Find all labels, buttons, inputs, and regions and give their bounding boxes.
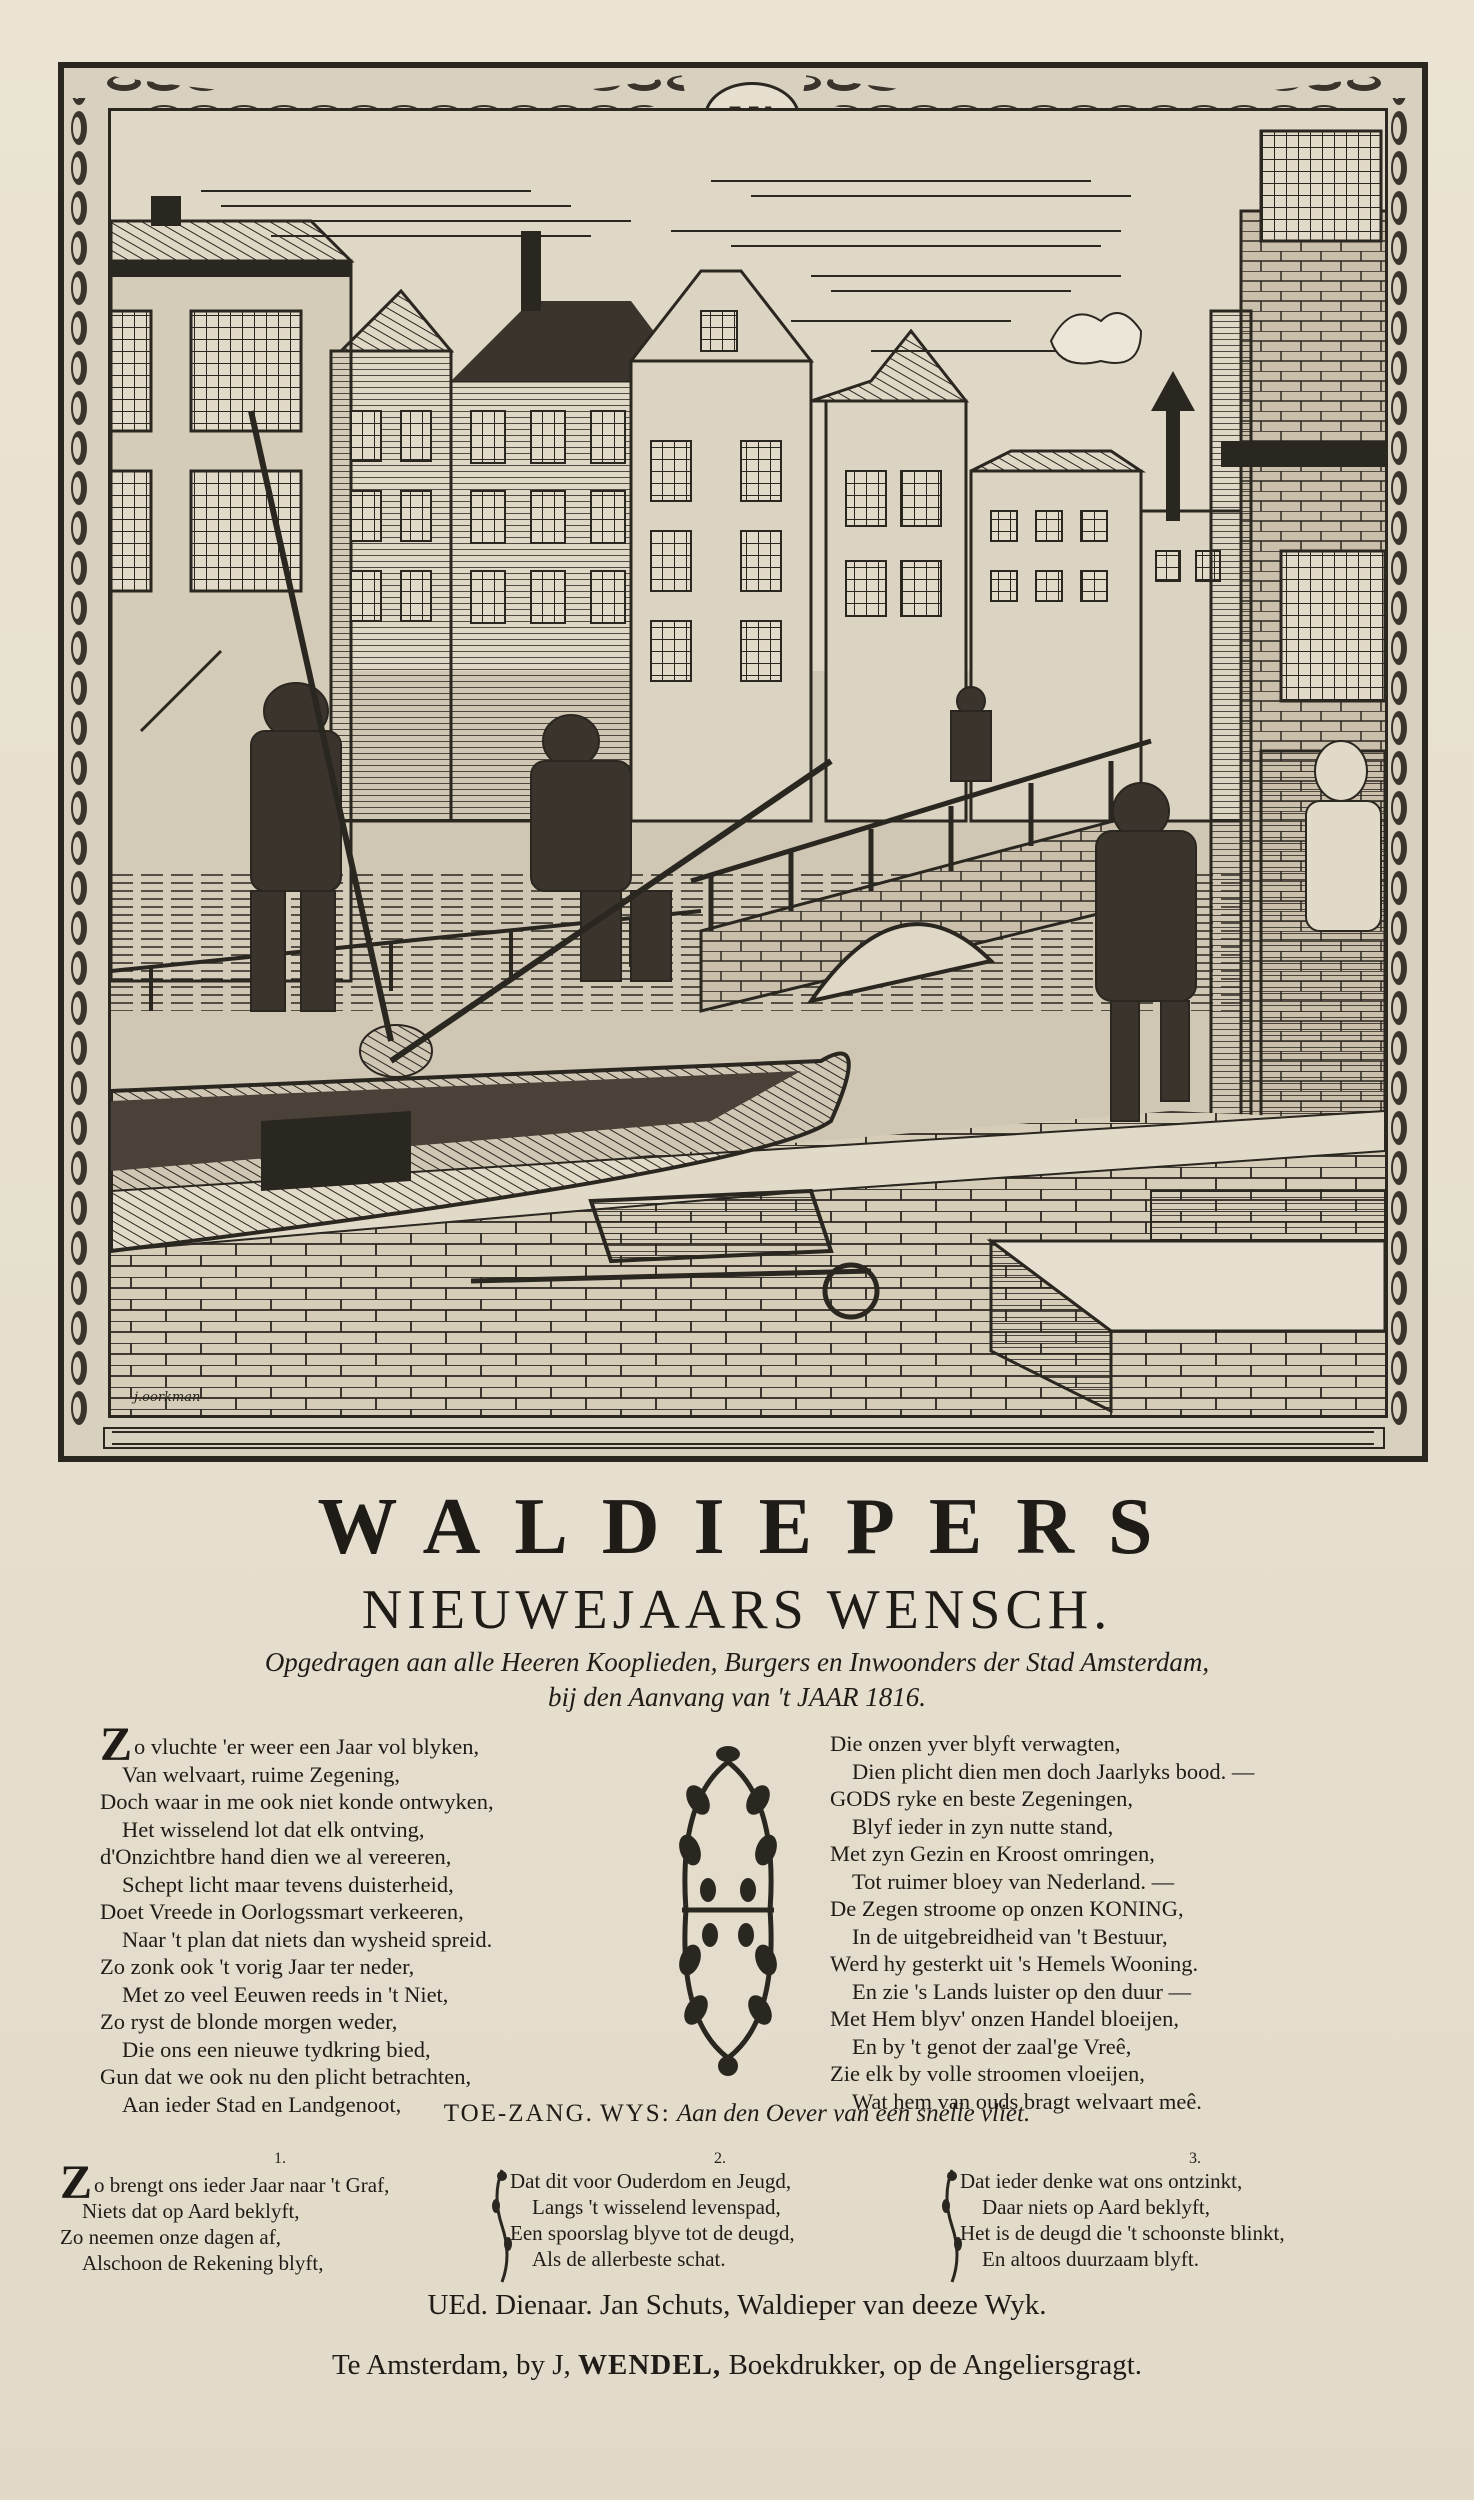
poem-line: Gun dat we ook nu den plicht betrachten, <box>100 2064 472 2089</box>
verse-2 <box>510 2150 930 2272</box>
poem-line: Die ons een nieuwe tydkring bied, <box>122 2036 431 2062</box>
verse-line: Alschoon de Rekening blyft, <box>82 2251 324 2275</box>
verse-line: Zo neemen onze dagen af, <box>60 2225 281 2249</box>
poem-line: GODS ryke en beste Zegeningen, <box>830 1786 1134 1811</box>
poem-line: Schept licht maar tevens duisterheid, <box>122 1871 454 1897</box>
poem-line: Zo vluchte 'er weer een Jaar vol blyken, <box>100 1718 480 1771</box>
poem-line: Doch waar in me ook niet konde ontwyken, <box>100 1789 494 1814</box>
dedication-line-2: bij den Aanvang van 't JAAR 1816. <box>548 1682 926 1712</box>
drop-cap: Z <box>60 2156 93 2209</box>
artist-signature: j.oorkman <box>134 1390 201 1405</box>
poem-line: Aan ieder Stad en Landgenoot, <box>122 2091 402 2117</box>
poem-line: Wat hem van ouds bragt welvaart meê. <box>852 2088 1202 2114</box>
poem-line: De Zegen stroome op onzen KONING, <box>830 1896 1184 1921</box>
poem-line: Zo ryst de blonde morgen weder, <box>100 2009 398 2034</box>
poem-line: Blyf ieder in zyn nutte stand, <box>852 1813 1114 1839</box>
verse-3 <box>960 2150 1430 2272</box>
verse-line: Dat ieder denke wat ons ontzinkt, <box>960 2169 1243 2193</box>
ornamental-zero-icon <box>668 1740 788 2080</box>
main-title: WALDIEPERS <box>317 1483 1187 1571</box>
verse-number: 1. <box>274 2150 286 2167</box>
poem-line: In de uitgebreidheid van 't Bestuur, <box>852 1923 1168 1949</box>
poem-line: Van welvaart, ruime Zegening, <box>122 1761 401 1787</box>
toe-zang-label: TOE-ZANG. <box>443 2100 594 2127</box>
poem-line: Met zo veel Eeuwen reeds in 't Niet, <box>122 1981 449 2007</box>
verse-line: Daar niets op Aard beklyft, <box>982 2195 1211 2219</box>
poem-right-column <box>830 1730 1390 2115</box>
poem-line: En by 't genot der zaal'ge Vreê, <box>852 2033 1132 2059</box>
printer-imprint <box>0 2349 1474 2382</box>
verse-line: Een spoorslag blyve tot de deugd, <box>510 2221 795 2245</box>
verse-line: Langs 't wisselend levenspad, <box>532 2195 781 2219</box>
melody-name: Aan den Oever van een snelle vliet. <box>676 2100 1031 2127</box>
woodcut-frame <box>58 62 1428 1462</box>
poem-line: Zo zonk ook 't vorig Jaar ter neder, <box>100 1954 415 1979</box>
poem-line: En zie 's Lands luister op den duur — <box>852 1978 1191 2004</box>
verse-line: En altoos duurzaam blyft. <box>982 2247 1199 2271</box>
poem-line: Tot ruimer bloey van Nederland. — <box>852 1868 1175 1894</box>
poem-line: Die onzen yver blyft verwagten, <box>830 1731 1121 1756</box>
verse-line: Als de allerbeste schat. <box>532 2247 726 2271</box>
imprint-prefix: Te Amsterdam, by J, <box>331 2349 571 2381</box>
verse-1 <box>60 2150 500 2276</box>
poem-line: Met Hem blyv' onzen Handel bloeijen, <box>830 2006 1179 2031</box>
verse-line: Het is de deugd die 't schoonste blinkt, <box>960 2221 1285 2245</box>
dedication-line-1: Opgedragen aan alle Heeren Kooplieden, Burgers en Inwoonders der Stad Amsterdam, <box>264 1647 1210 1677</box>
verse-line: Dat dit voor Ouderdom en Jeugd, <box>510 2169 792 2193</box>
author-signature: UEd. Dienaar. Jan Schuts, Waldieper van deeze Wyk. <box>427 2289 1047 2321</box>
poem-line: Dien plicht dien men doch Jaarlyks bood. — <box>852 1758 1255 1784</box>
canal-scene-drawing <box>111 111 1385 1415</box>
verse-line: Zo brengt ons ieder Jaar naar 't Graf, <box>60 2156 390 2209</box>
poem-line: Doet Vreede in Oorlogssmart verkeeren, <box>100 1899 464 1924</box>
verse-number: 3. <box>1189 2150 1201 2167</box>
verse-line: Niets dat op Aard beklyft, <box>82 2199 300 2223</box>
poem-line: Met zyn Gezin en Kroost omringen, <box>830 1841 1155 1866</box>
poem-line: Het wisselend lot dat elk ontving, <box>122 1816 425 1842</box>
canal-scene <box>108 108 1388 1418</box>
poem-line: Zie elk by volle stroomen vloeijen, <box>830 2061 1145 2086</box>
toe-zang-heading <box>0 2100 1474 2128</box>
printer-name: WENDEL, <box>578 2349 722 2381</box>
poem-left-column <box>100 1718 620 2118</box>
verse-number: 2. <box>714 2150 726 2167</box>
wys-label: WYS: <box>600 2100 671 2127</box>
drop-cap: Z <box>100 1718 133 1771</box>
poem-line: Naar 't plan dat niets dan wysheid spreid. <box>122 1926 493 1952</box>
poem-line: Werd hy gesterkt uit 's Hemels Wooning. <box>830 1951 1199 1976</box>
imprint-suffix: Boekdrukker, op de Angeliersgragt. <box>728 2349 1143 2381</box>
poem-line: d'Onzichtbre hand dien we al vereeren, <box>100 1844 452 1869</box>
subtitle: NIEUWEJAARS WENSCH. <box>361 1579 1113 1641</box>
